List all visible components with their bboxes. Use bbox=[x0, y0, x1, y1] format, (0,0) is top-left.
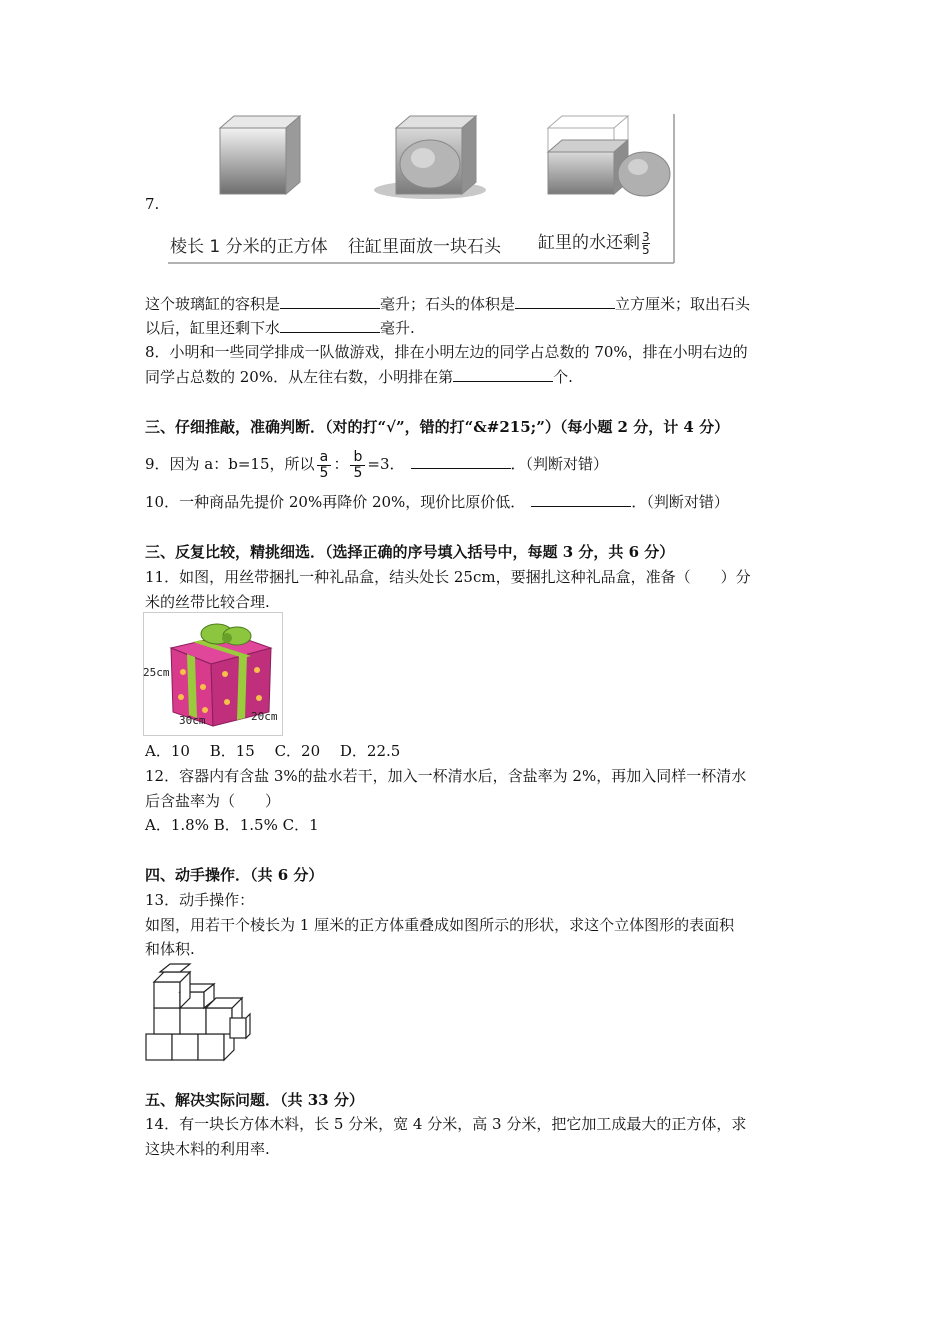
q7-caption-stone: 往缸里面放一块石头 bbox=[348, 237, 501, 257]
q7-caption-water bbox=[538, 228, 650, 256]
q14-line2: 这块木料的利用率. bbox=[145, 1140, 270, 1158]
q9-line bbox=[145, 448, 608, 481]
gift-box-height-label: 25cm bbox=[143, 666, 170, 679]
q10-blank[interactable] bbox=[531, 492, 631, 507]
q9-frac-a-den: 5 bbox=[319, 464, 329, 481]
q7-figure bbox=[168, 112, 676, 264]
q7-text-a: 这个玻璃缸的容积是 bbox=[145, 295, 281, 313]
gift-box-width-label: 20cm bbox=[251, 710, 278, 723]
q7-caption-water-text: 缸里的水还剩 bbox=[538, 233, 640, 253]
q7-line2 bbox=[145, 317, 415, 339]
section-problems-title: 五、解决实际问题．（共 33 分） bbox=[145, 1091, 364, 1109]
q8-line2 bbox=[145, 366, 573, 388]
cube-water-remaining bbox=[548, 116, 670, 196]
q9-fraction-b bbox=[350, 450, 365, 481]
q7-blank-stone-volume[interactable] bbox=[515, 294, 615, 309]
q10-text-a: 10．一种商品先提价 20%再降价 20%，现价比原价低． bbox=[145, 493, 526, 511]
section-judge-title: 三、仔细推敲，准确判断．（对的打“√”，错的打“&#215;”）（每小题 2 分，计 4 分） bbox=[145, 418, 730, 436]
q8-blank-position[interactable] bbox=[453, 367, 553, 382]
q8-line1: 8．小明和一些同学排成一队做游戏，排在小明左边的同学占总数的 70%，排在小明右边的 bbox=[145, 343, 748, 361]
cube-with-stone bbox=[374, 116, 486, 199]
q12-options: A．1.8% B．1.5% C．1 bbox=[145, 816, 319, 834]
q7-blank-remaining-water[interactable] bbox=[280, 318, 380, 333]
q13-line3: 和体积. bbox=[145, 940, 195, 958]
q7-fraction-num: 3 bbox=[642, 229, 650, 244]
section-choice-title: 三、反复比较，精挑细选．（选择正确的序号填入括号中，每题 3 分，共 6 分） bbox=[145, 543, 675, 561]
q9-blank[interactable] bbox=[411, 454, 511, 469]
q9-frac-a-num: a bbox=[317, 450, 332, 466]
q8-text: 同学占总数的 20%．从左往右数，小明排在第 bbox=[145, 368, 454, 386]
q9-colon: ： bbox=[333, 455, 349, 473]
q7-unit-c: 毫升. bbox=[380, 319, 415, 337]
q9-text-c: ．（判断对错） bbox=[510, 455, 609, 473]
gift-box-figure bbox=[143, 612, 283, 736]
q11-line1: 11．如图，用丝带捆扎一种礼品盒，结头处长 25cm，要捆扎这种礼品盒，准备（ ）分 bbox=[145, 568, 751, 586]
q12-line1: 12．容器内有含盐 3%的盐水若干，加入一杯清水后，含盐率为 2%，再加入同样一杯清水 bbox=[145, 767, 747, 785]
q14-line1: 14．有一块长方体木料，长 5 分米，宽 4 分米，高 3 分米，把它加工成最大的正方体，求 bbox=[145, 1115, 747, 1133]
q7-unit-b: 立方厘米；取出石头 bbox=[615, 295, 751, 313]
q9-text-a: 9．因为 a：b=15，所以 bbox=[145, 455, 315, 473]
stacked-cubes-figure bbox=[144, 962, 252, 1062]
q7-fraction bbox=[642, 231, 650, 256]
stacked-cubes-svg bbox=[144, 962, 252, 1062]
section-operation-title: 四、动手操作．（共 6 分） bbox=[145, 866, 324, 884]
q10-line bbox=[145, 491, 729, 513]
q7-line1 bbox=[145, 293, 750, 315]
q11-options: A．10 B．15 C．20 D．22.5 bbox=[145, 742, 401, 760]
empty-cube bbox=[220, 116, 300, 194]
q9-text-b: =3． bbox=[367, 455, 405, 473]
gift-box-length-label: 30cm bbox=[179, 714, 206, 727]
q7-number: 7. bbox=[145, 195, 160, 213]
q7-caption-cube: 棱长 1 分米的正方体 bbox=[170, 237, 328, 257]
q9-frac-b-num: b bbox=[350, 450, 365, 466]
q11-line2: 米的丝带比较合理. bbox=[145, 593, 270, 611]
q8-unit: 个. bbox=[553, 368, 573, 386]
q10-text-b: ．（判断对错） bbox=[631, 493, 729, 511]
q13-line1: 13．动手操作： bbox=[145, 891, 255, 909]
q7-unit-a: 毫升；石头的体积是 bbox=[380, 295, 516, 313]
q7-fraction-den: 5 bbox=[642, 242, 650, 257]
q12-line2: 后含盐率为（ ） bbox=[145, 792, 281, 810]
q7-blank-capacity[interactable] bbox=[280, 294, 380, 309]
q9-fraction-a bbox=[317, 450, 332, 481]
q13-line2: 如图，用若干个棱长为 1 厘米的正方体重叠成如图所示的形状，求这个立体图形的表面积 bbox=[145, 916, 735, 934]
q9-frac-b-den: 5 bbox=[353, 464, 363, 481]
q7-text-b: 以后，缸里还剩下水 bbox=[145, 319, 281, 337]
